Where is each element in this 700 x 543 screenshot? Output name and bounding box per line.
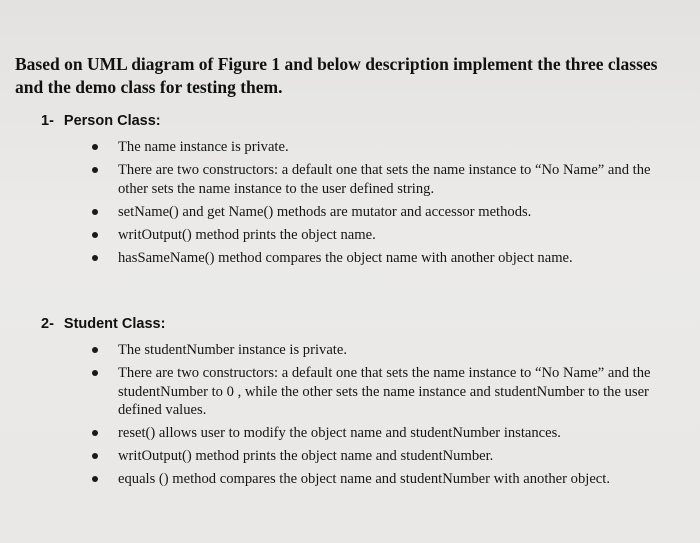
bullet-icon	[92, 232, 98, 238]
section-number: 2-	[41, 316, 54, 332]
intro-paragraph: Based on UML diagram of Figure 1 and below description implement the three classes and the demo class for testing them.	[15, 54, 658, 97]
list-item	[0, 447, 678, 466]
bullet-icon	[92, 476, 98, 482]
bullet-icon	[92, 430, 98, 436]
bullet-text: writOutput() method prints the object name and studentNumber.	[118, 448, 494, 465]
list-item	[0, 424, 678, 443]
student-class-bullets	[0, 341, 700, 493]
section-title: Student Class:	[63, 316, 166, 332]
bullet-icon	[92, 255, 98, 261]
bullet-icon	[92, 370, 98, 376]
list-item	[0, 341, 678, 360]
bullet-icon	[92, 167, 98, 173]
list-item	[0, 470, 678, 489]
bullet-text: The studentNumber instance is private.	[118, 342, 347, 358]
bullet-text: reset() allows user to modify the object name and studentNumber instances.	[118, 425, 561, 442]
list-item	[0, 226, 678, 245]
list-item	[0, 364, 678, 420]
list-item	[0, 249, 678, 268]
bullet-text: equals () method compares the object name and studentNumber with another object.	[118, 471, 610, 488]
bullet-text: setName() and get Name() methods are mutator and accessor methods.	[118, 203, 532, 220]
bullet-icon	[92, 453, 98, 459]
bullet-icon	[92, 347, 98, 353]
bullet-text: hasSameName() method compares the object name with another object name.	[118, 249, 573, 266]
bullet-text: The name instance is private.	[118, 139, 289, 155]
list-item	[0, 161, 678, 198]
list-item	[0, 203, 678, 222]
bullet-text: writOutput() method prints the object name.	[118, 226, 376, 243]
student-class-heading	[41, 316, 165, 332]
section-title: Person Class:	[63, 113, 161, 129]
bullet-text: There are two constructors: a default one that sets the name instance to “No Name” and the studentNumber to 0 , while the other sets the name instance and studentNumber to the user defined values.	[118, 365, 651, 419]
list-item	[0, 138, 678, 157]
section-number: 1-	[41, 113, 54, 129]
bullet-text: There are two constructors: a default one that sets the name instance to “No Name” and the other sets the name instance to the user defined string.	[118, 162, 651, 197]
person-class-heading	[41, 113, 161, 129]
bullet-icon	[92, 209, 98, 215]
person-class-bullets	[0, 138, 700, 272]
bullet-icon	[92, 144, 98, 150]
